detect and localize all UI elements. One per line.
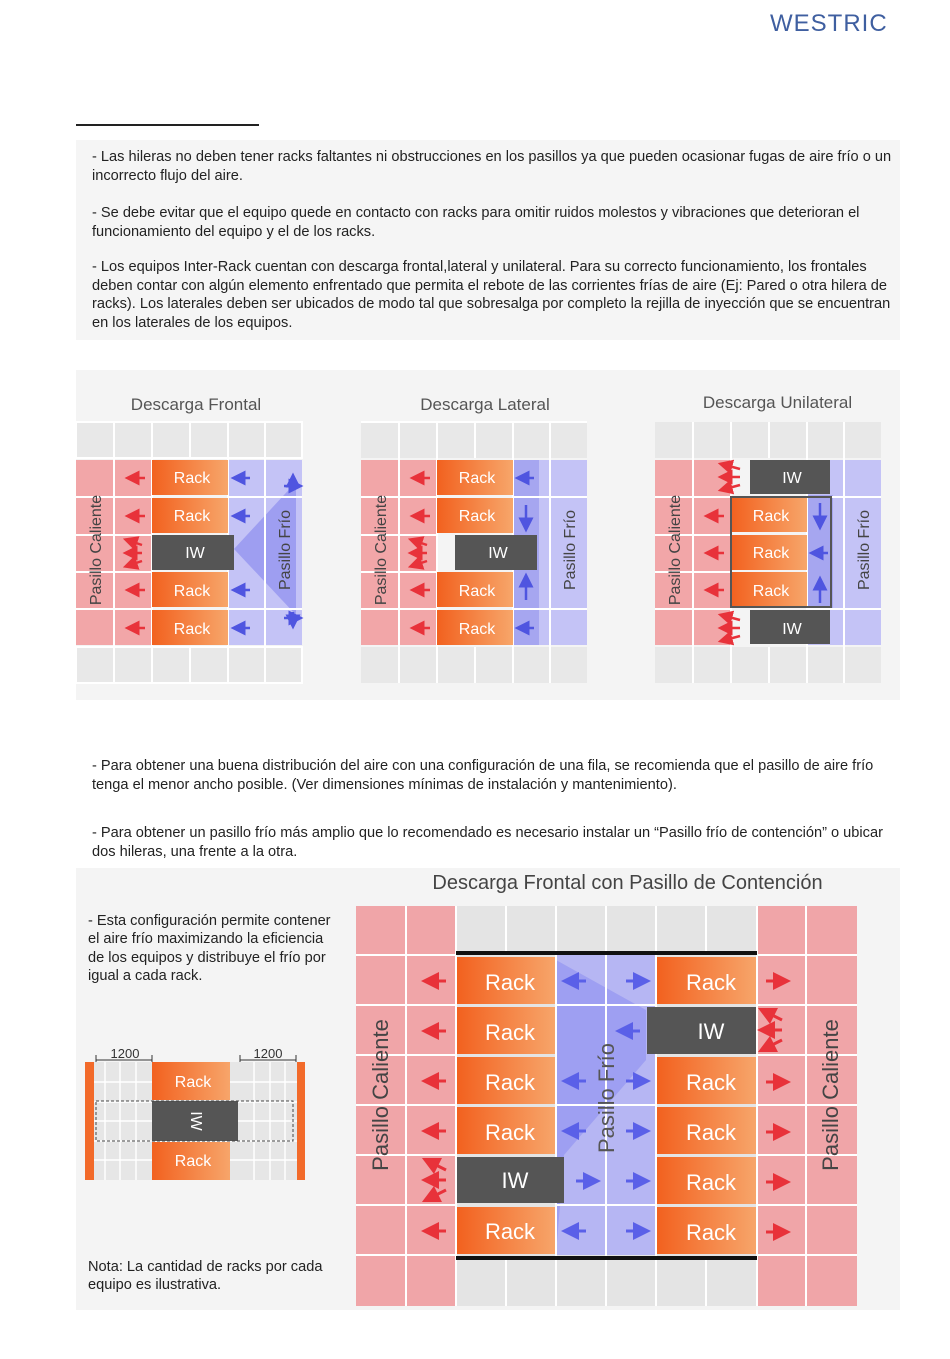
left-unit-3: Rack [484,1120,536,1145]
unilateral-cold-label: Pasillo Frío [856,509,873,591]
lateral-unit-3: Rack [458,583,496,600]
right-unit-4: Rack [685,1170,737,1195]
left-unit-4: IW [501,1168,529,1193]
lateral-unit-1: Rack [458,508,496,525]
paragraph-discharge: - Los equipos Inter-Rack cuentan con descarga frontal,lateral y unilateral. Para su correcto funcionamiento, los frontales deben contar con algún elemento enfrentado que permita el rebote de las corrientes frías de aire (Ej: Pared o otra hilera de racks). Los laterales deben ser ubicados de modo tal que sobresalga por completo la rejilla de inyección que se encuentran en los laterales de los equipos. [92,259,891,331]
left-unit-0: Rack [484,970,536,995]
paragraph-single-row: - Para obtener una buena distribución del aire con una configuración de una fila, se recomienda que el pasillo de aire frío tenga el menor ancho posible. (Ver dimensiones mínimas de instalación y mantenimiento). [92,758,874,793]
paragraph-rows: - Las hileras no deben tener racks faltantes ni obstrucciones en los pasillos ya que pueden ocasionar fugas de aire frío o un incorrecto flujo del aire. [92,149,892,184]
right-unit-1: IW [697,1019,725,1044]
left-unit-2: Rack [484,1070,536,1095]
unilateral-hot-label: Pasillo Caliente [667,494,684,606]
right-unit-5: Rack [685,1220,737,1245]
unilateral-unit-1: Rack [752,508,790,525]
lateral-hot-label: Pasillo Caliente [373,494,390,606]
unilateral-unit-0: IW [782,470,802,487]
left-unit-5: Rack [484,1219,536,1244]
dim-left: 1200 [110,1046,140,1061]
paragraph-contact: - Se debe evitar que el equipo quede en contacto con racks para omitir ruidos molestos y vibraciones que deterioran el funcionamiento del equipo y el de los racks. [92,205,860,240]
diagram-title-unilateral: Descarga Unilateral [702,393,853,412]
brand-logo: WESTRIC [770,10,888,37]
paragraph-containment: - Para obtener un pasillo frío más amplio que lo recomendado es necesario instalar un “Pasillo frío de contención” o ubicar dos hileras, una frente a la otra. [92,825,883,860]
frontal-unit-0: Rack [173,470,211,487]
diagram-title-lateral: Descarga Lateral [420,395,550,414]
containment-title: Descarga Frontal con Pasillo de Contención [432,872,823,894]
lateral-unit-4: Rack [458,621,496,638]
unilateral-unit-4: IW [782,621,802,638]
unilateral-unit-2: Rack [752,545,790,562]
frontal-unit-3: Rack [173,583,211,600]
frontal-unit-4: Rack [173,621,211,638]
small-middle-unit: IW [186,1111,204,1131]
small-bottom-unit: Rack [174,1153,212,1170]
lateral-unit-2: IW [488,545,508,562]
right-unit-2: Rack [685,1070,737,1095]
dim-right: 1200 [253,1046,283,1061]
small-dimension-diagram [85,1046,305,1180]
containment-cold-label: Pasillo Frío [594,1042,619,1154]
lateral-unit-0: Rack [458,470,496,487]
frontal-hot-label: Pasillo Caliente [88,494,105,606]
left-unit-1: Rack [484,1020,536,1045]
lateral-cold-label: Pasillo Frío [562,509,579,591]
containment-description: - Esta configuración permite contener el aire frío maximizando la eficiencia de los equipos y distribuye el frío por igual a cada rack. [88,913,331,985]
containment-diagram [356,906,857,1306]
right-unit-0: Rack [685,970,737,995]
diagram-title-frontal: Descarga Frontal [130,395,262,414]
right-unit-3: Rack [685,1120,737,1145]
containment-note: Nota: La cantidad de racks por cada equipo es ilustrativa. [88,1259,323,1294]
frontal-unit-2: IW [185,545,205,562]
frontal-cold-label: Pasillo Frío [277,509,294,591]
containment-hot-right: Pasillo Caliente [818,1019,843,1171]
unilateral-unit-3: Rack [752,583,790,600]
small-top-unit: Rack [174,1074,212,1091]
frontal-unit-1: Rack [173,508,211,525]
containment-hot-left: Pasillo Caliente [368,1019,393,1171]
